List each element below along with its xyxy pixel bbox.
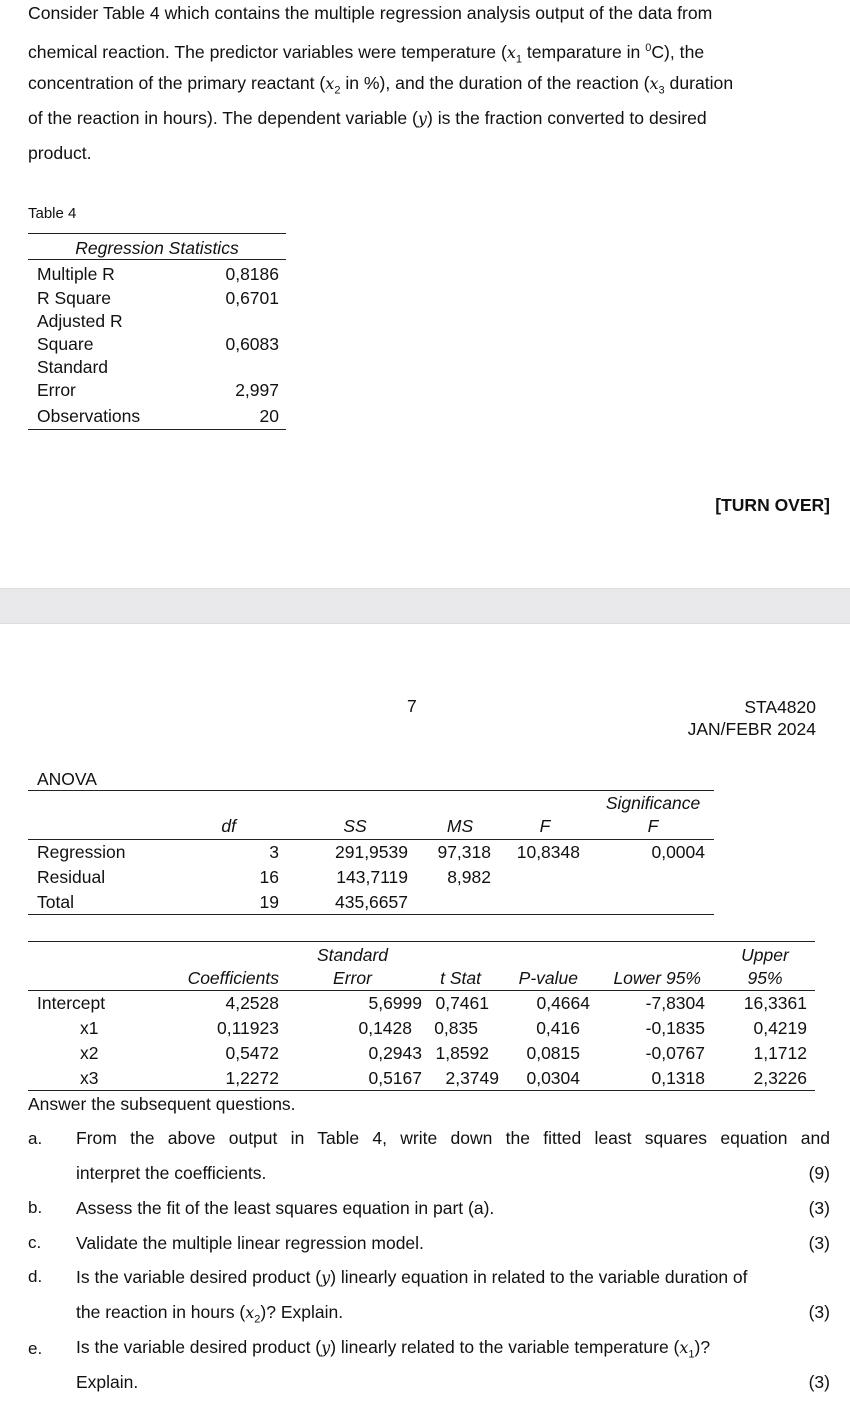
question-e-letter: e. <box>28 1339 43 1358</box>
coef-cell-upper: 0,4219 <box>753 1018 807 1038</box>
course-code: STA4820 <box>744 697 816 717</box>
coef-cell-p: 0,4664 <box>536 993 590 1013</box>
anova-header-f: F <box>539 816 551 836</box>
stat-value: 0,8186 <box>225 264 279 284</box>
intro-line-1: Consider Table 4 which contains the multiple regression analysis output of the data from <box>28 3 713 23</box>
intro-line-3: concentration of the primary reactant ($x_2$ in %), and the duration of the reaction ($x_3$ duration <box>28 73 734 97</box>
stat-label: Error <box>37 380 76 400</box>
stat-value: 2,997 <box>235 380 279 400</box>
anova-header-ss: SS <box>343 816 367 836</box>
coef-header-rule <box>28 990 815 991</box>
anova-header-df: df <box>221 816 236 836</box>
question-b-letter: b. <box>28 1198 43 1217</box>
stat-value: 0,6701 <box>225 288 279 308</box>
anova-cell-ms: 8,982 <box>447 867 491 887</box>
coef-cell-upper: 16,3361 <box>743 993 807 1013</box>
title-underline <box>28 259 286 260</box>
coef-cell-se: 0,1428 <box>358 1018 412 1038</box>
anova-top-rule <box>28 790 714 791</box>
coef-cell-t: 1,8592 <box>435 1043 489 1063</box>
coef-cell-t: 0,835 <box>434 1018 478 1038</box>
question-a-line-1: From the above output in Table 4, write down the fitted least squares equation and <box>76 1128 830 1148</box>
coef-cell-t: 0,7461 <box>435 993 489 1013</box>
page-two <box>0 624 850 1414</box>
question-d-line-2: the reaction in hours $(x_2)$? Explain. <box>76 1302 344 1326</box>
anova-header-ms: MS <box>446 816 474 836</box>
coef-cell-upper: 2,3226 <box>753 1068 807 1088</box>
anova-header-significance-f: F <box>647 816 659 836</box>
coef-header-upper-1: Upper <box>741 945 789 965</box>
coef-cell-t: 2,3749 <box>445 1068 499 1088</box>
anova-row-label: Residual <box>37 867 106 887</box>
anova-cell-ss: 143,7119 <box>336 867 408 887</box>
coef-header-upper-2: 95% <box>747 968 783 988</box>
coef-cell-lower: -0,0767 <box>645 1043 705 1063</box>
page-one <box>0 0 850 588</box>
coef-header-p: P-value <box>518 968 578 988</box>
anova-title: ANOVA <box>37 769 97 789</box>
coef-cell-lower: 0,1318 <box>651 1068 705 1088</box>
coef-header-t: t Stat <box>440 968 481 988</box>
coef-cell-coef: 1,2272 <box>225 1068 279 1088</box>
table-top-rule <box>28 233 286 234</box>
turn-over-label: [TURN OVER] <box>715 495 830 515</box>
anova-cell-df: 16 <box>259 867 279 887</box>
coef-header-lower: Lower 95% <box>613 968 701 988</box>
question-e-marks: (3) <box>808 1372 830 1392</box>
coef-cell-coef: 0,5472 <box>225 1043 279 1063</box>
question-b-marks: (3) <box>808 1198 830 1218</box>
anova-cell-ss: 291,9539 <box>335 842 408 862</box>
question-c-marks: (3) <box>808 1233 830 1253</box>
coef-bottom-rule <box>28 1090 815 1091</box>
table-bottom-rule <box>28 429 286 430</box>
question-c-text: Validate the multiple linear regression model. <box>76 1233 424 1253</box>
table-label: Table 4 <box>28 205 77 222</box>
anova-cell-f: 10,8348 <box>516 842 580 862</box>
coef-cell-p: 0,0815 <box>526 1043 580 1063</box>
coef-header-coefficients: Coefficients <box>187 968 279 988</box>
question-d-marks: (3) <box>808 1302 830 1322</box>
question-e-line-1: Is the variable desired product (y) linearly related to the variable temperature $(x_1)$? <box>76 1337 711 1361</box>
intro-line-5: product. <box>28 143 92 163</box>
question-a-line-2: interpret the coefficients. <box>76 1163 267 1183</box>
question-b-text: Assess the fit of the least squares equation in part (a). <box>76 1198 495 1218</box>
coef-cell-lower: -7,8304 <box>645 993 705 1013</box>
page-number: 7 <box>407 696 417 716</box>
question-e-line-2: Explain. <box>76 1372 139 1392</box>
stat-label: Square <box>37 334 94 354</box>
question-a-marks: (9) <box>808 1163 830 1183</box>
anova-header-significance: Significance <box>605 793 701 813</box>
anova-cell-ss: 435,6657 <box>335 892 408 912</box>
coef-row-label: Intercept <box>37 993 106 1013</box>
coef-cell-coef: 4,2528 <box>225 993 279 1013</box>
coef-cell-se: 0,2943 <box>368 1043 422 1063</box>
exam-session: JAN/FEBR 2024 <box>687 719 816 739</box>
coef-row-label: x3 <box>80 1068 99 1088</box>
coef-row-label: x2 <box>80 1043 99 1063</box>
anova-header-rule <box>28 839 714 840</box>
anova-row-label: Total <box>37 892 74 912</box>
coef-cell-coef: 0,11923 <box>217 1018 279 1038</box>
stat-label: Observations <box>37 406 141 426</box>
anova-cell-df: 19 <box>259 892 279 912</box>
anova-cell-df: 3 <box>269 842 279 862</box>
stat-label: Standard <box>37 357 109 377</box>
question-d-line-1: Is the variable desired product (y) linearly equation in related to the variable duration of <box>76 1267 748 1287</box>
coef-cell-upper: 1,1712 <box>753 1043 807 1063</box>
page-separator <box>0 588 850 624</box>
question-c-letter: c. <box>28 1233 42 1252</box>
stat-value: 0,6083 <box>225 334 279 354</box>
coef-cell-lower: -0,1835 <box>645 1018 705 1038</box>
stat-value: 20 <box>259 406 279 426</box>
intro-line-2: chemical reaction. The predictor variables were temperature ($x_1$ temparature in $^0$C), the <box>28 41 705 66</box>
regression-statistics-title: Regression Statistics <box>75 238 239 258</box>
coef-cell-p: 0,0304 <box>526 1068 580 1088</box>
coef-header-se-2: Error <box>333 968 372 988</box>
coef-cell-p: 0,416 <box>536 1018 580 1038</box>
question-a-letter: a. <box>28 1129 43 1148</box>
coef-row-label: x1 <box>80 1018 99 1038</box>
answer-heading: Answer the subsequent questions. <box>28 1094 296 1114</box>
coef-cell-se: 5,6999 <box>368 993 422 1013</box>
anova-bottom-rule <box>28 914 714 915</box>
coef-top-rule <box>28 941 815 942</box>
anova-cell-ms: 97,318 <box>437 842 491 862</box>
stat-label: Adjusted R <box>37 311 123 331</box>
anova-cell-sig: 0,0004 <box>651 842 705 862</box>
stat-label: R Square <box>37 288 111 308</box>
intro-line-4: of the reaction in hours). The dependent variable (y) is the fraction converted to desired <box>28 108 707 128</box>
coef-header-se-1: Standard <box>316 945 389 965</box>
anova-row-label: Regression <box>37 842 126 862</box>
question-d-letter: d. <box>28 1267 43 1286</box>
coef-cell-se: 0,5167 <box>368 1068 422 1088</box>
stat-label: Multiple R <box>37 264 115 284</box>
